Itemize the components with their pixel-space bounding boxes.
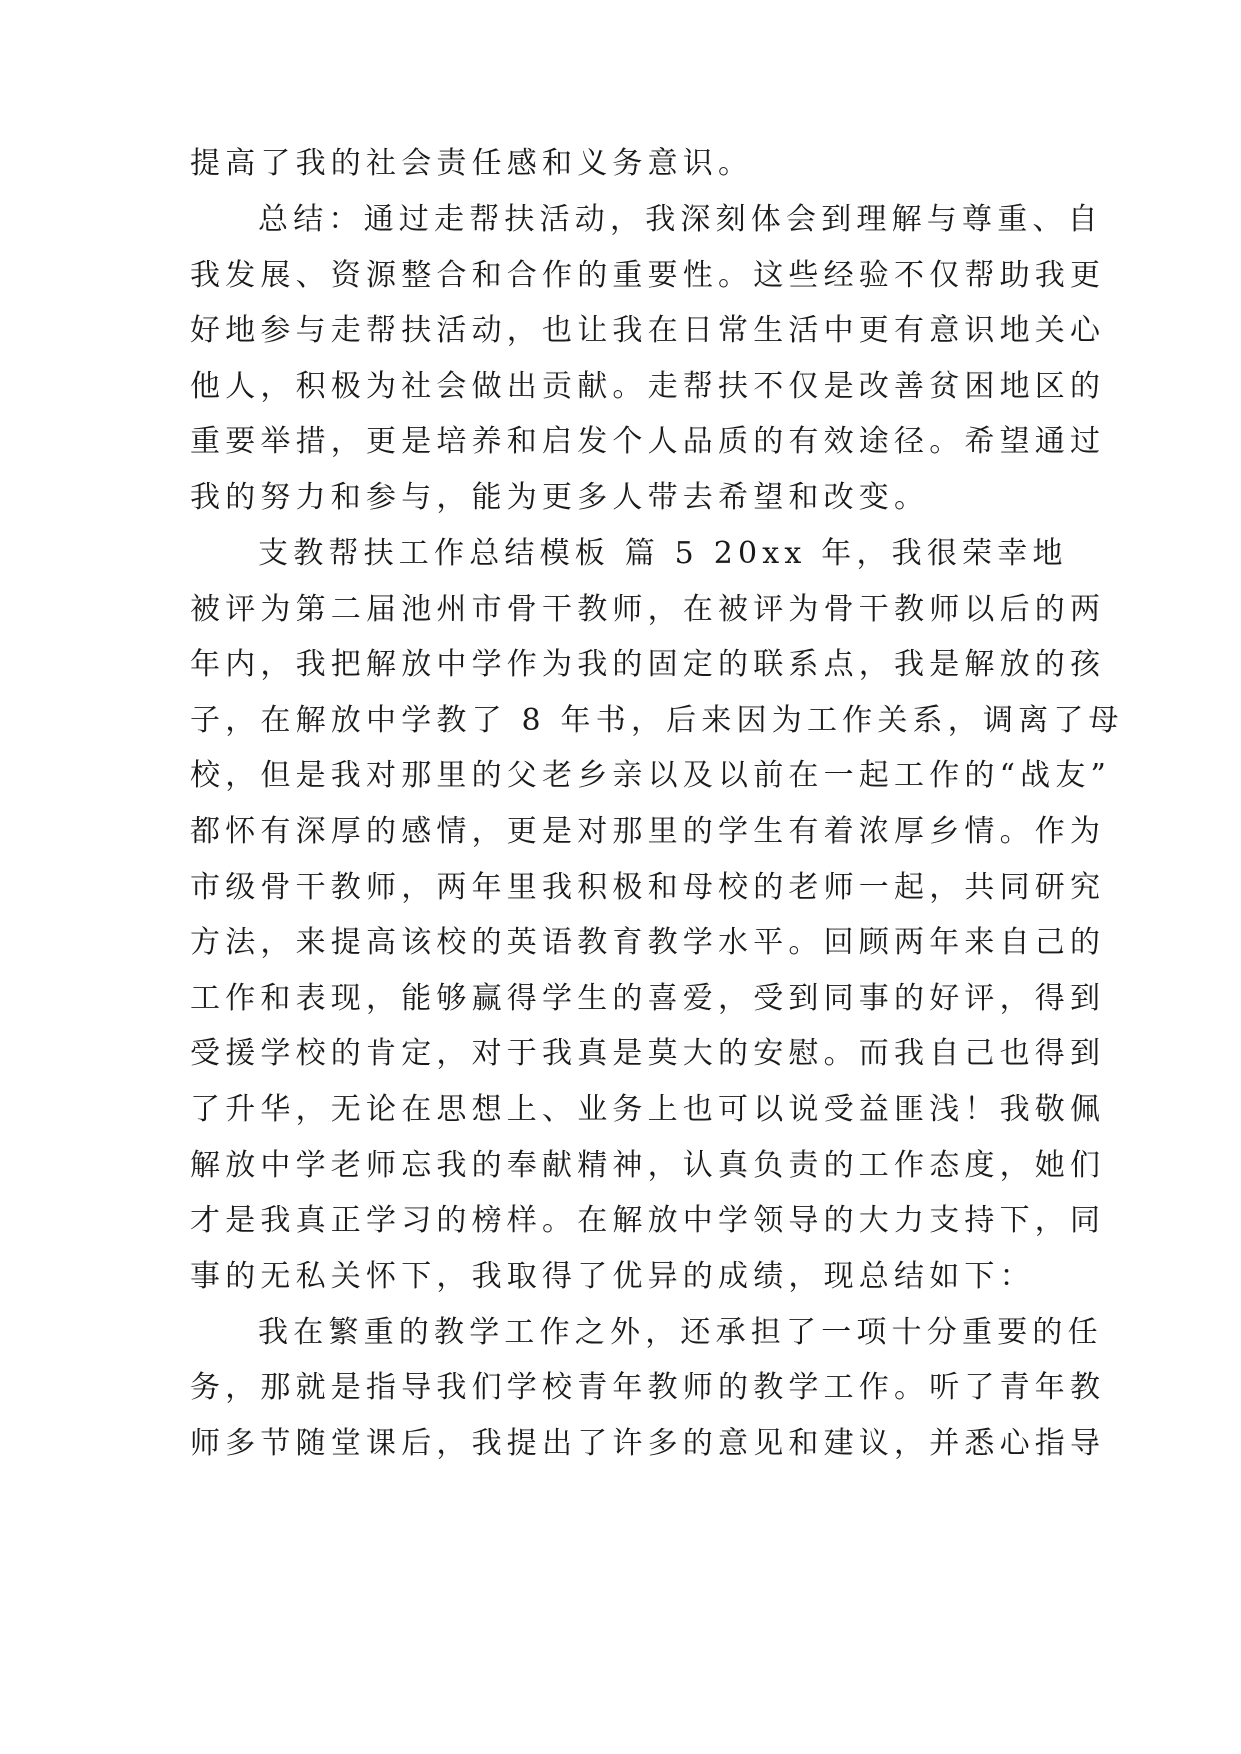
- text-line: 师多节随堂课后，我提出了许多的意见和建议，并悉心指导: [190, 1426, 1106, 1461]
- text-line: 了升华，无论在思想上、业务上也可以说受益匪浅！我敬佩: [190, 1092, 1106, 1127]
- text-line: 被评为第二届池州市骨干教师，在被评为骨干教师以后的两: [190, 592, 1106, 627]
- text-line: 事的无私关怀下，我取得了优异的成绩，现总结如下：: [190, 1259, 1035, 1294]
- text-line: 年内，我把解放中学作为我的固定的联系点，我是解放的孩: [190, 647, 1106, 682]
- text-line: 解放中学老师忘我的奉献精神，认真负责的工作态度，她们: [190, 1148, 1106, 1183]
- text-line: 受援学校的肯定，对于我真是莫大的安慰。而我自己也得到: [190, 1036, 1106, 1071]
- text-line: 市级骨干教师，两年里我积极和母校的老师一起，共同研究: [190, 870, 1106, 905]
- text-line: 他人，积极为社会做出贡献。走帮扶不仅是改善贫困地区的: [190, 369, 1106, 404]
- text-line: 工作和表现，能够赢得学生的喜爱，受到同事的好评，得到: [190, 981, 1106, 1016]
- text-line: 我发展、资源整合和合作的重要性。这些经验不仅帮助我更: [190, 258, 1106, 293]
- text-line: 总结：通过走帮扶活动，我深刻体会到理解与尊重、自: [258, 202, 1103, 237]
- text-line: 方法，来提高该校的英语教育教学水平。回顾两年来自己的: [190, 925, 1106, 960]
- text-line: 支教帮扶工作总结模板 篇 5 20xx 年，我很荣幸地: [258, 536, 1068, 571]
- text-line: 才是我真正学习的榜样。在解放中学领导的大力支持下，同: [190, 1203, 1106, 1238]
- text-line: 校，但是我对那里的父老乡亲以及以前在一起工作的“战友”: [190, 758, 1112, 793]
- text-line: 我在繁重的教学工作之外，还承担了一项十分重要的任: [258, 1315, 1103, 1350]
- text-line: 务，那就是指导我们学校青年教师的教学工作。听了青年教: [190, 1370, 1106, 1405]
- text-line: 重要举措，更是培养和启发个人品质的有效途径。希望通过: [190, 424, 1106, 459]
- text-line: 好地参与走帮扶活动，也让我在日常生活中更有意识地关心: [190, 313, 1106, 348]
- text-line: 子，在解放中学教了 8 年书，后来因为工作关系，调离了母: [190, 703, 1124, 738]
- text-line: 提高了我的社会责任感和义务意识。: [190, 146, 754, 181]
- text-line: 我的努力和参与，能为更多人带去希望和改变。: [190, 480, 930, 515]
- text-line: 都怀有深厚的感情，更是对那里的学生有着浓厚乡情。作为: [190, 814, 1106, 849]
